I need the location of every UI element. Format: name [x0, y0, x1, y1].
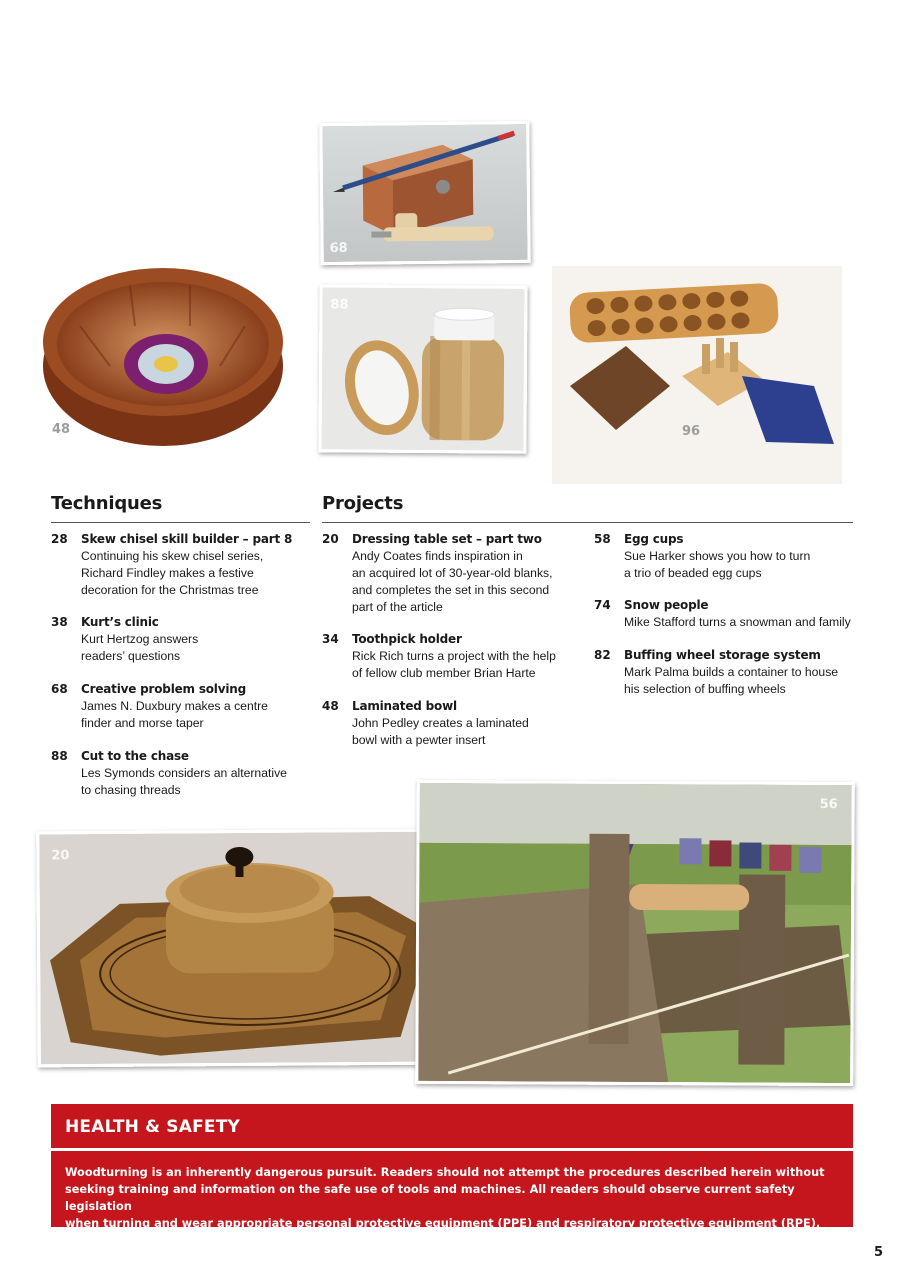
photo-centre-finder	[319, 121, 530, 265]
centre-finder-illustration	[322, 124, 527, 262]
item-title: Laminated bowl	[352, 699, 457, 713]
photo-page-number: 56	[819, 796, 838, 813]
photo-dressing-table-set	[36, 829, 446, 1068]
contents-item[interactable]	[594, 531, 854, 583]
contents-item[interactable]	[51, 614, 311, 666]
contents-item[interactable]	[51, 748, 311, 800]
board-games-illustration	[552, 266, 842, 484]
item-description-line: Mike Stafford turns a snowman and family	[624, 615, 851, 629]
item-description-line: James N. Duxbury makes a centre	[81, 699, 268, 713]
item-description-line: bowl with a pewter insert	[352, 733, 486, 747]
health-safety-notice	[51, 1151, 853, 1230]
item-description-line: Kurt Hertzog answers	[81, 632, 199, 646]
contents-item[interactable]	[322, 631, 582, 683]
item-description-line: decoration for the Christmas tree	[81, 583, 259, 597]
contents-item[interactable]	[594, 597, 854, 633]
lidded-pot-illustration	[321, 287, 524, 450]
item-description-line: and completes the set in this second	[352, 583, 550, 597]
item-description-line: an acquired lot of 30-year-old blanks,	[352, 566, 553, 580]
item-page-number: 38	[51, 615, 68, 629]
projects-rule	[322, 522, 853, 523]
contents-item[interactable]	[322, 531, 582, 617]
health-safety-heading: HEALTH & SAFETY	[51, 1104, 853, 1148]
contents-item[interactable]	[322, 698, 582, 750]
pole-lathe-illustration	[418, 783, 852, 1083]
item-description-line: finder and morse taper	[81, 716, 204, 730]
contents-item[interactable]	[51, 681, 311, 733]
health-safety-line: seeking training and information on the safe use of tools and machines. All readers should observe current safety legislation	[65, 1183, 795, 1213]
item-page-number: 88	[51, 749, 68, 763]
photo-page-number: 88	[330, 297, 349, 313]
item-page-number: 82	[594, 648, 611, 662]
photo-page-number: 48	[52, 422, 71, 437]
page-number: 5	[873, 1245, 883, 1260]
item-description-line: Continuing his skew chisel series,	[81, 549, 264, 563]
item-title: Egg cups	[624, 532, 684, 546]
item-description-line: John Pedley creates a laminated	[352, 716, 529, 730]
photo-lidded-pot	[318, 284, 527, 453]
health-safety-line: when turning and wear appropriate personal protective equipment (PPE) and respiratory protective equipment (RPE).	[65, 1217, 821, 1230]
item-title: Skew chisel skill builder – part 8	[81, 532, 293, 546]
laminated-bowl-illustration	[40, 256, 290, 456]
photo-page-number: 68	[329, 240, 348, 257]
health-safety-line: Woodturning is an inherently dangerous pursuit. Readers should not attempt the procedures described herein without	[65, 1166, 825, 1179]
photo-laminated-bowl	[40, 256, 290, 456]
item-description-line: a trio of beaded egg cups	[624, 566, 762, 580]
item-description-line: Les Symonds considers an alternative	[81, 766, 287, 780]
item-title: Cut to the chase	[81, 749, 189, 763]
item-page-number: 74	[594, 598, 611, 612]
dressing-table-set-illustration	[39, 832, 443, 1065]
contents-item[interactable]	[51, 531, 311, 601]
projects-heading: Projects	[322, 493, 404, 514]
item-description-line: to chasing threads	[81, 783, 181, 797]
item-description-line: Sue Harker shows you how to turn	[624, 549, 811, 563]
item-page-number: 28	[51, 532, 68, 546]
item-description-line: readers’ questions	[81, 649, 181, 663]
item-description-line: Andy Coates finds inspiration in	[352, 549, 523, 563]
item-page-number: 48	[322, 699, 339, 713]
item-description-line: his selection of buffing wheels	[624, 682, 786, 696]
item-description-line: of fellow club member Brian Harte	[352, 666, 536, 680]
item-description-line: Mark Palma builds a container to house	[624, 665, 839, 679]
item-page-number: 20	[322, 532, 339, 546]
photo-page-number: 96	[682, 424, 701, 439]
item-description-line: Richard Findley makes a festive	[81, 566, 254, 580]
photo-page-number: 20	[51, 848, 70, 864]
photo-board-games	[552, 266, 842, 484]
item-description-line: part of the article	[352, 600, 443, 614]
photo-pole-lathe	[415, 780, 855, 1086]
item-title: Toothpick holder	[352, 632, 462, 646]
item-title: Snow people	[624, 598, 709, 612]
techniques-rule	[51, 522, 310, 523]
item-title: Dressing table set – part two	[352, 532, 542, 546]
contents-item[interactable]	[594, 647, 854, 699]
item-page-number: 34	[322, 632, 339, 646]
item-title: Creative problem solving	[81, 682, 246, 696]
item-title: Buffing wheel storage system	[624, 648, 821, 662]
techniques-heading: Techniques	[51, 493, 163, 514]
item-title: Kurt’s clinic	[81, 615, 159, 629]
item-page-number: 68	[51, 682, 68, 696]
item-page-number: 58	[594, 532, 611, 546]
item-description-line: Rick Rich turns a project with the help	[352, 649, 556, 663]
